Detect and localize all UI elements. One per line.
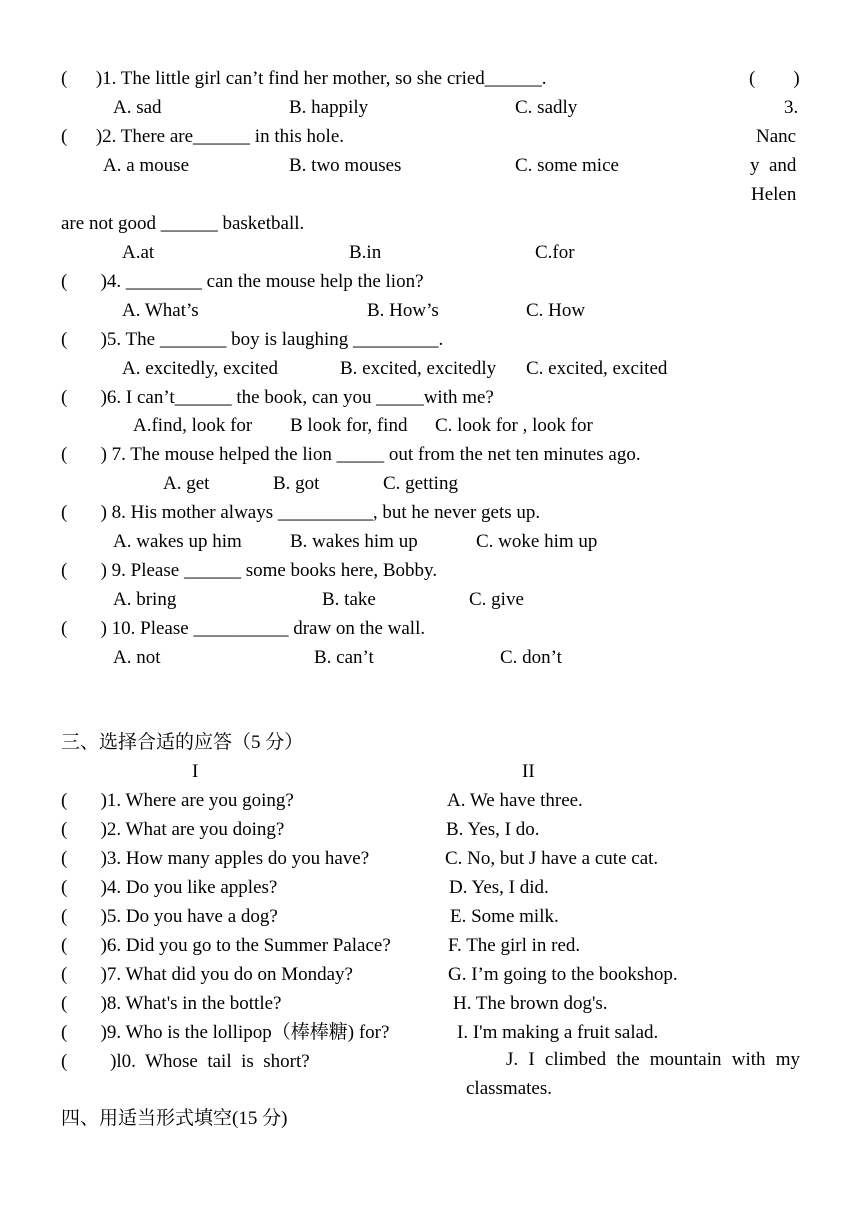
q8-option-c: C. woke him up xyxy=(476,531,598,552)
q10-option-a: A. not xyxy=(113,647,161,668)
q3-paren: ( ) xyxy=(749,68,800,89)
match-answer: D. Yes, I did. xyxy=(449,877,549,898)
match-answer: E. Some milk. xyxy=(450,906,559,927)
q4-option-a: A. What’s xyxy=(122,300,199,321)
q8-option-a: A. wakes up him xyxy=(113,531,242,552)
q3-number: 3. xyxy=(784,97,799,118)
column-ii-header: II xyxy=(522,761,535,782)
section3-title: 三、选择合适的应答（5 分） xyxy=(61,732,304,753)
q3-option-c: C.for xyxy=(535,242,575,263)
q7-stem: ( ) 7. The mouse helped the lion _____ out from the net ten minutes ago. xyxy=(61,444,641,465)
q2-option-a: A. a mouse xyxy=(103,155,190,176)
match-answer: F. The girl in red. xyxy=(448,935,581,956)
q6-stem: ( )6. I can’t______ the book, can you _____with me? xyxy=(61,387,494,408)
q7-option-c: C. getting xyxy=(383,473,458,494)
q3-stem-part1: Nanc xyxy=(756,126,797,147)
match-question: ( )8. What's in the bottle? xyxy=(61,993,282,1014)
q3-option-b: B.in xyxy=(349,242,382,263)
q9-option-a: A. bring xyxy=(113,589,177,610)
match-answer: H. The brown dog's. xyxy=(453,993,608,1014)
match-answer: I. I'm making a fruit salad. xyxy=(457,1022,659,1043)
q5-option-b: B. excited, excitedly xyxy=(340,358,497,379)
q8-option-b: B. wakes him up xyxy=(290,531,418,552)
q10-stem: ( ) 10. Please __________ draw on the wall. xyxy=(61,618,426,639)
match-answer: C. No, but J have a cute cat. xyxy=(445,848,659,869)
q1-option-b: B. happily xyxy=(289,97,369,118)
q4-stem: ( )4. ________ can the mouse help the lion? xyxy=(61,271,424,292)
q1-option-a: A. sad xyxy=(113,97,162,118)
q1-option-c: C. sadly xyxy=(515,97,578,118)
match-question: ( )5. Do you have a dog? xyxy=(61,906,278,927)
q6-option-c: C. look for , look for xyxy=(435,415,593,436)
q7-option-a: A. get xyxy=(163,473,210,494)
q10-option-b: B. can’t xyxy=(314,647,374,668)
section4-title: 四、用适当形式填空(15 分) xyxy=(61,1108,288,1129)
match-question: ( )2. What are you doing? xyxy=(61,819,285,840)
match-answer: J. I climbed the mountain with my classmates. xyxy=(466,1049,800,1099)
q4-option-c: C. How xyxy=(526,300,586,321)
q3-stem: are not good ______ basketball. xyxy=(61,213,305,234)
match-question: ( )1. Where are you going? xyxy=(61,790,294,811)
q2-stem: ( )2. There are______ in this hole. xyxy=(61,126,344,147)
q7-option-b: B. got xyxy=(273,473,320,494)
match-answer: A. We have three. xyxy=(447,790,583,811)
match-answer: G. I’m going to the bookshop. xyxy=(448,964,678,985)
q8-stem: ( ) 8. His mother always __________, but he never gets up. xyxy=(61,502,541,523)
column-i-header: I xyxy=(192,761,199,782)
match-question: ( )7. What did you do on Monday? xyxy=(61,964,353,985)
q5-option-c: C. excited, excited xyxy=(526,358,668,379)
q3-stem-part2: y and xyxy=(750,155,797,176)
q10-option-c: C. don’t xyxy=(500,647,562,668)
match-question: ( )3. How many apples do you have? xyxy=(61,848,370,869)
q5-option-a: A. excitedly, excited xyxy=(122,358,278,379)
q2-option-c: C. some mice xyxy=(515,155,619,176)
q3-option-a: A.at xyxy=(122,242,155,263)
q5-stem: ( )5. The _______ boy is laughing _________. xyxy=(61,329,444,350)
match-question: ( )9. Who is the lollipop（棒棒糖) for? xyxy=(61,1022,390,1043)
q1-stem: ( )1. The little girl can’t find her mother, so she cried______. xyxy=(61,68,547,89)
q6-option-b: B look for, find xyxy=(290,415,408,436)
q4-option-b: B. How’s xyxy=(367,300,439,321)
match-answer: B. Yes, I do. xyxy=(446,819,540,840)
q3-stem-part3: Helen xyxy=(751,184,797,205)
q6-option-a: A.find, look for xyxy=(133,415,253,436)
q9-option-c: C. give xyxy=(469,589,524,610)
q9-stem: ( ) 9. Please ______ some books here, Bobby. xyxy=(61,560,438,581)
match-question: ( )4. Do you like apples? xyxy=(61,877,278,898)
q9-option-b: B. take xyxy=(322,589,376,610)
match-question: ( )l0. Whose tail is short? xyxy=(61,1051,310,1072)
match-question: ( )6. Did you go to the Summer Palace? xyxy=(61,935,391,956)
q2-option-b: B. two mouses xyxy=(289,155,402,176)
